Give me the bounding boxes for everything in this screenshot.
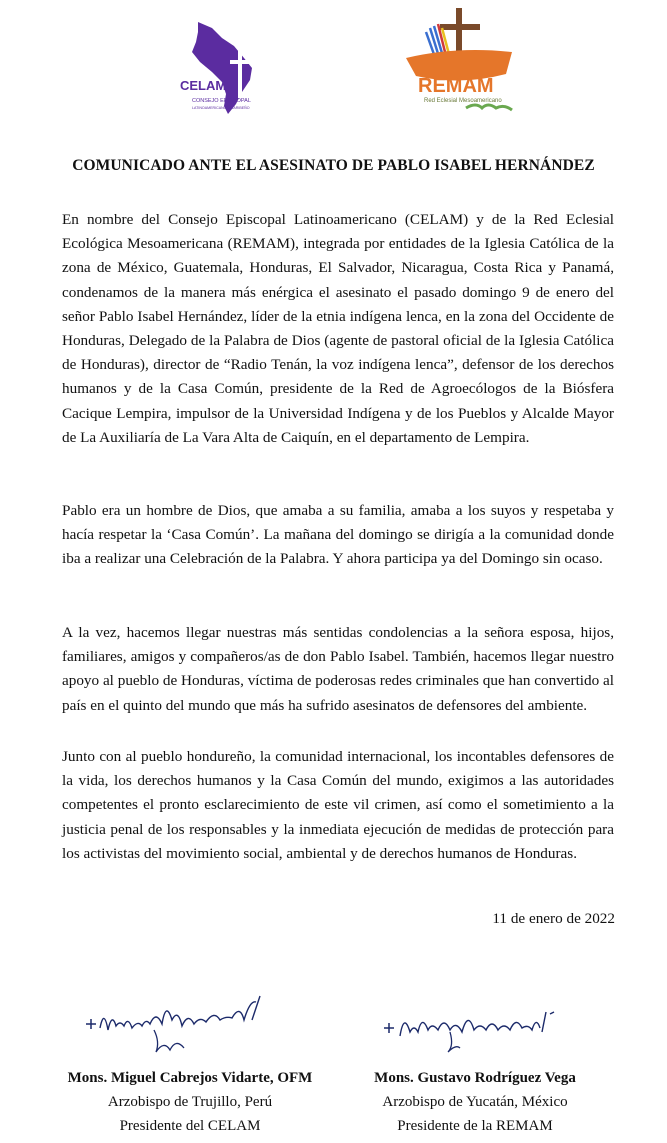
celam-logo-subtitle2: LATINOAMERICANO Y CARIBEÑO <box>192 106 250 110</box>
signer-role: Arzobispo de Trujillo, Perú <box>107 1094 273 1110</box>
paragraph: Pablo era un hombre de Dios, que amaba a su familia, amaba a los suyos y respetaba y hacía respetar la ‘Casa Común’. La mañana del domingo se dirigía a la comunidad donde iba a realizar una Celebración de la Palabra. Y ahora participa ya del Domingo sin ocaso. <box>62 502 614 568</box>
celam-logo-text: CELAM <box>180 78 227 93</box>
signer-role: Arzobispo de Yucatán, México <box>382 1094 568 1110</box>
signature-right <box>380 1002 566 1054</box>
signer-name: Mons. Gustavo Rodríguez Vega <box>374 1070 576 1086</box>
paragraph: Junto con al pueblo hondureño, la comunidad internacional, los incontables defensores de la vida, los derechos humanos y la Casa Común del mundo, exigimos a las autoridades competentes el pronto esclarecimiento de este vil crimen, así como el sometimiento a la justicia penal de los responsables y la inmediata ejecución de medidas de protección para los activistas del movimiento social, ambiental y de derechos humanos de Honduras. <box>62 748 614 862</box>
remam-logo <box>396 6 524 118</box>
signature-left <box>84 990 274 1066</box>
celam-logo-subtitle: CONSEJO EPISCOPAL <box>192 98 251 104</box>
paragraph: En nombre del Consejo Episcopal Latinoamericano (CELAM) y de la Red Eclesial Ecológica Mesoamericana (REMAM), integrada por entidades de la Iglesia Católica de la zona de México, Guatemala, Honduras, El Salvador, Nicaragua, Costa Rica y Panamá, condenamos de la manera más enérgica el asesinato el pasado domingo 9 de enero del señor Pablo Isabel Hernández, líder de la etnia indígena lenca, en la zona del Occidente de Honduras, Delegado de la Palabra de Dios (agente de pastoral oficial de la Iglesia Católica de Honduras), director de “Radio Tenán, la voz indígena lenca”, defensor de los derechos humanos y de la Casa Común, presidente de la Red de Agroecólogos de la Biósfera Cacique Lempira, impulsor de la Universidad Indígena y de los Pueblos y Alcalde Mayor de La Auxiliaría de La Vara Alta de Caiquín, en el departamento de Lempira. <box>62 211 614 446</box>
document-date: 11 de enero de 2022 <box>492 910 615 927</box>
signer-block-right <box>345 1066 605 1138</box>
signer-position: Presidente del CELAM <box>119 1118 261 1134</box>
remam-logo-text: REMAM <box>418 75 494 97</box>
paragraph: A la vez, hacemos llegar nuestras más sentidas condolencias a la señora esposa, hijos, familiares, amigos y compañeros/as de don Pablo Isabel. También, hacemos llegar nuestro apoyo al pueblo de Honduras, víctima de poderosas redes criminales que han convertido al país en el quinto del mundo que más ha sufrido asesinatos de defensores del ambiente. <box>62 624 614 714</box>
remam-logo-subtitle: Red Eclesial Mesoamericano <box>424 98 502 104</box>
signer-position: Presidente de la REMAM <box>397 1118 553 1134</box>
page-title: COMUNICADO ANTE EL ASESINATO DE PABLO ISABEL HERNÁNDEZ <box>72 157 595 174</box>
signer-block-left <box>40 1066 340 1138</box>
celam-logo <box>178 18 274 116</box>
signer-name: Mons. Miguel Cabrejos Vidarte, OFM <box>67 1070 313 1086</box>
